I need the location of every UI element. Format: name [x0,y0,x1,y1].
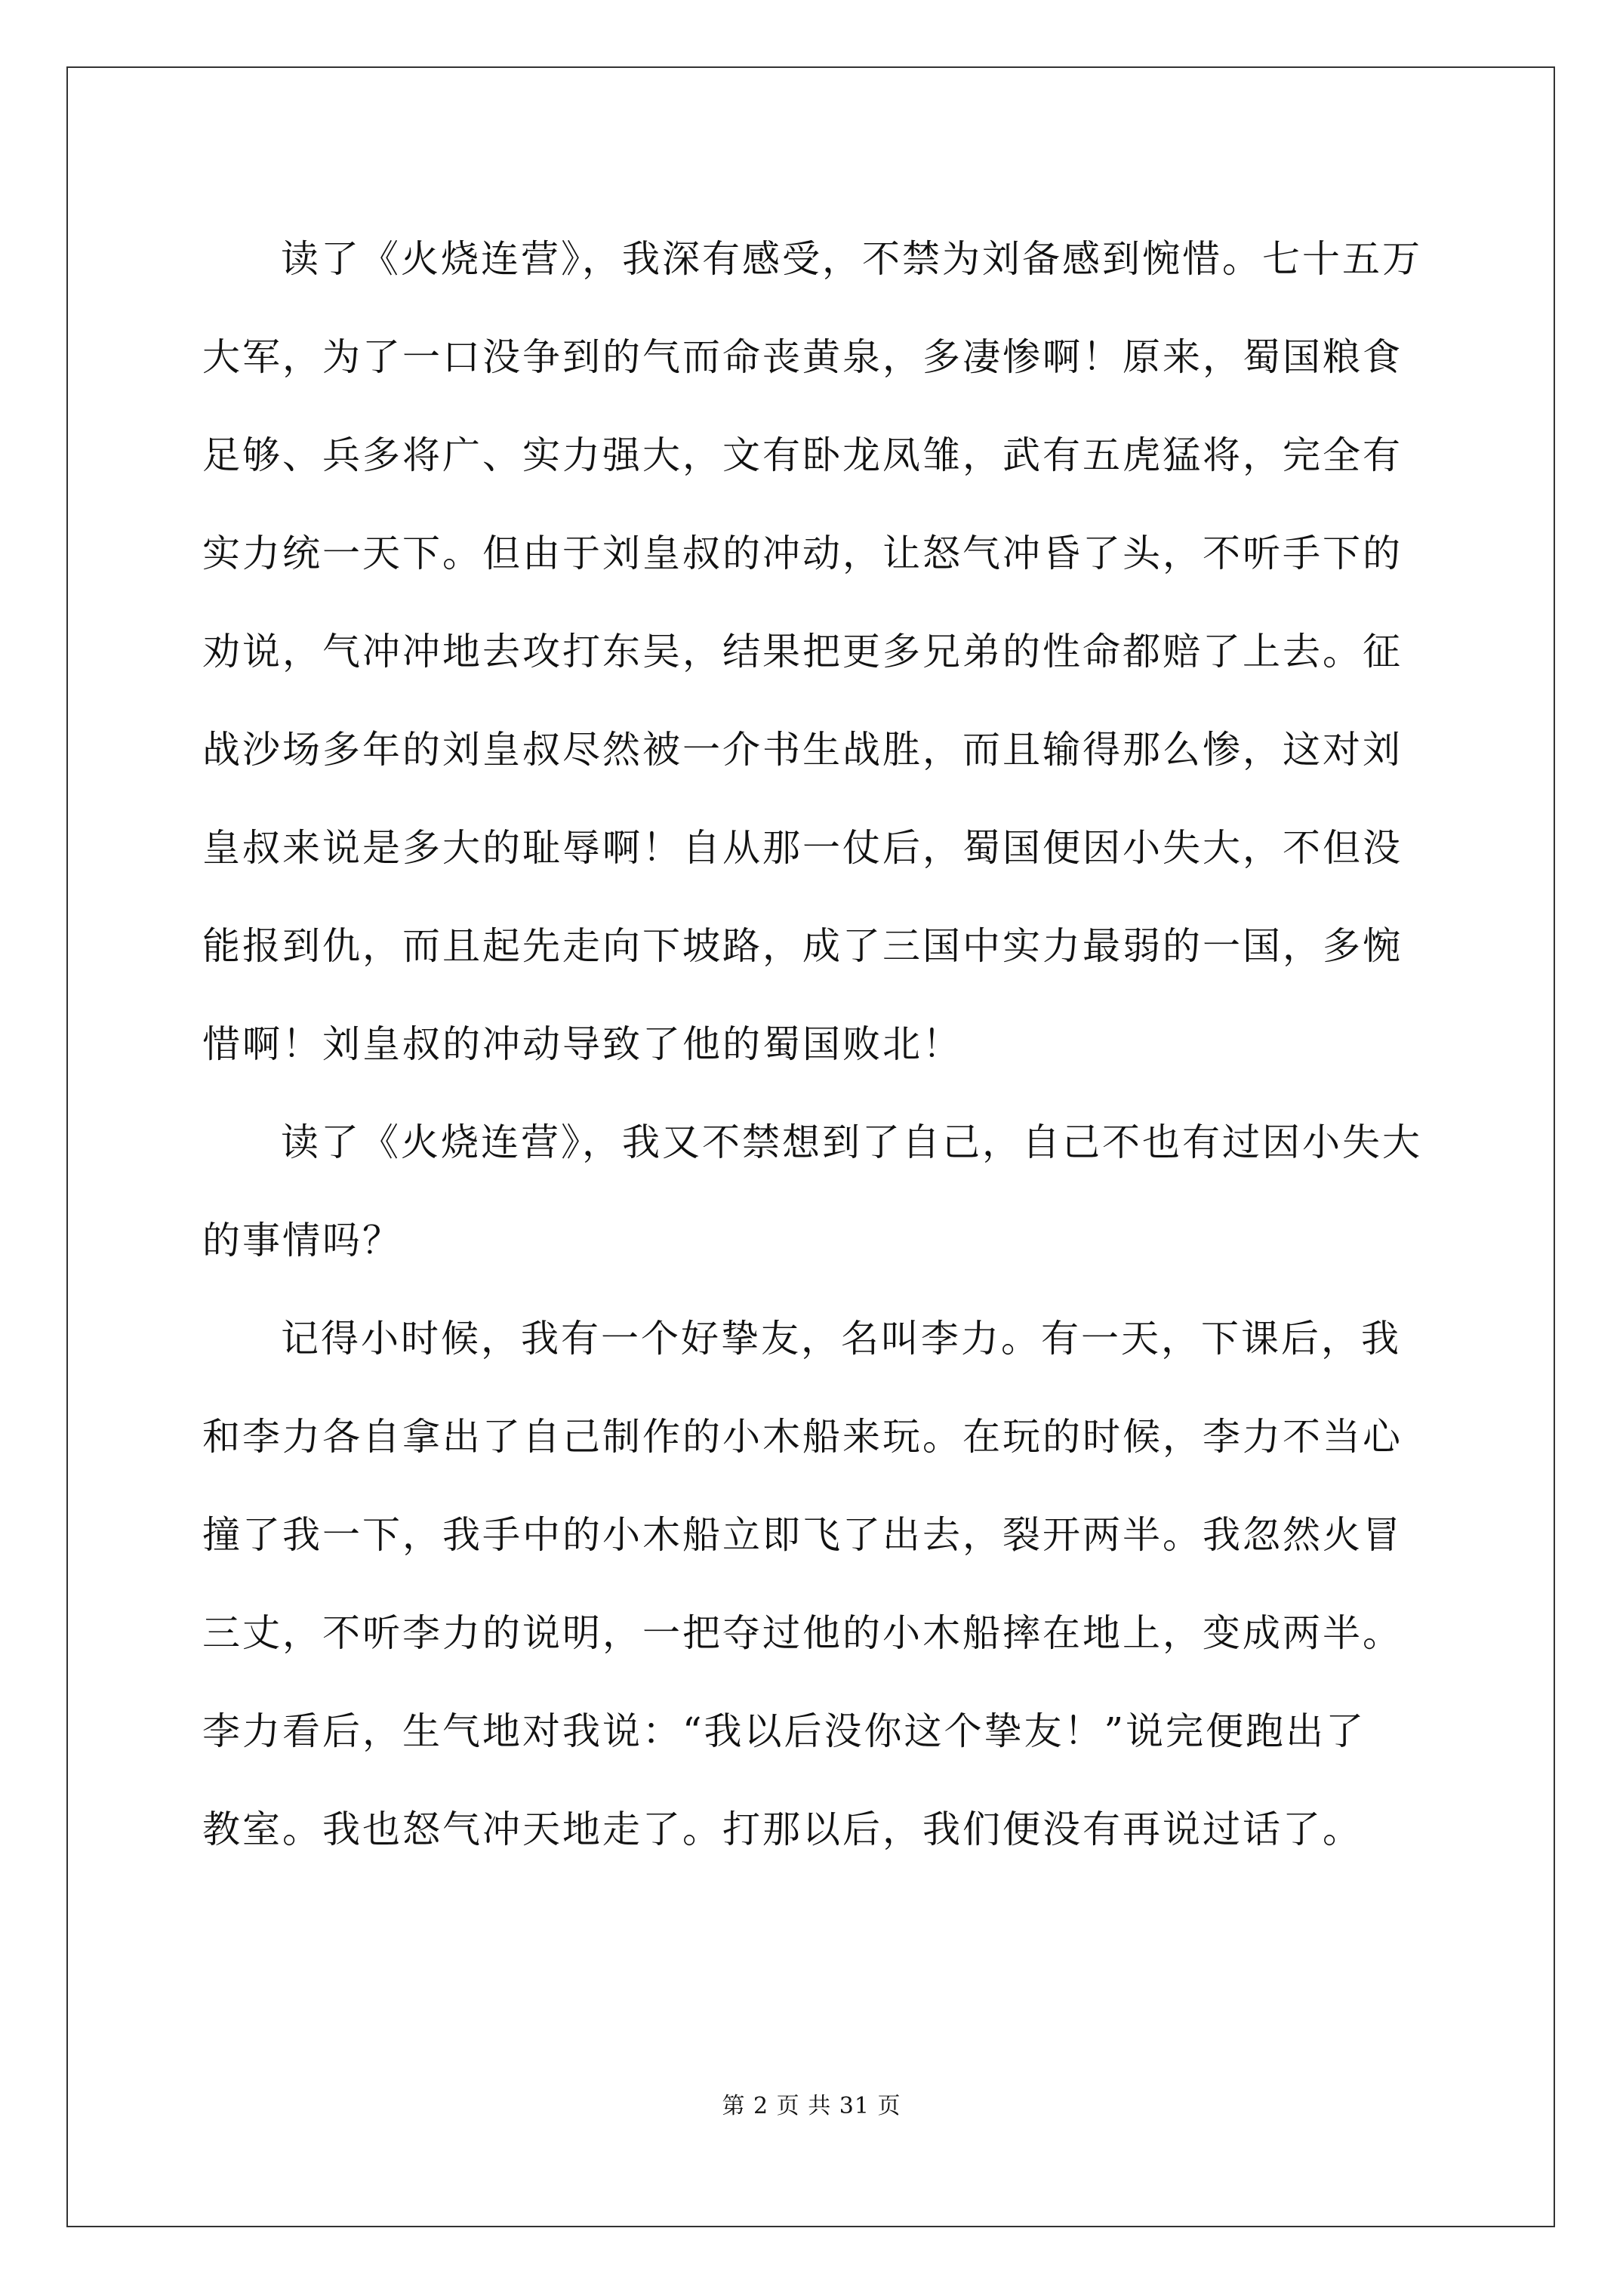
paragraph-3-line-6: 教室。我也怒气冲天地走了。打那以后，我们便没有再说过话了。 [202,1808,1363,1851]
paragraph-3-line-4: 三丈，不听李力的说明，一把夺过他的小木船摔在地上，变成两半。 [202,1611,1403,1655]
paragraph-1-line-4: 实力统一天下。但由于刘皇叔的冲动，让怒气冲昏了头，不听手下的 [202,532,1403,575]
paragraph-3-line-2: 和李力各自拿出了自己制作的小木船来玩。在玩的时候，李力不当心 [202,1415,1403,1459]
paragraph-1-line-7: 皇叔来说是多大的耻辱啊！自从那一仗后，蜀国便因小失大，不但没 [202,826,1403,870]
paragraph-2-line-1: 读了《火烧连营》，我又不禁想到了自己，自己不也有过因小失大 [281,1120,1422,1164]
paragraph-1-line-9: 惜啊！刘皇叔的冲动导致了他的蜀国败北！ [202,1022,962,1066]
paragraph-1-line-6: 战沙场多年的刘皇叔尽然被一介书生战胜，而且输得那么惨，这对刘 [202,728,1403,772]
paragraph-1-line-3: 足够、兵多将广、实力强大，文有卧龙凤雏，武有五虎猛将，完全有 [202,433,1403,477]
paragraph-3-line-3: 撞了我一下，我手中的小木船立即飞了出去，裂开两半。我忽然火冒 [202,1513,1403,1557]
paragraph-1-line-5: 劝说，气冲冲地去攻打东吴，结果把更多兄弟的性命都赔了上去。征 [202,630,1403,673]
paragraph-3-line-1: 记得小时候，我有一个好挚友，名叫李力。有一天，下课后，我 [281,1317,1401,1361]
paragraph-2-line-2: 的事情吗？ [202,1219,402,1262]
paragraph-1-line-1: 读了《火烧连营》，我深有感受，不禁为刘备感到惋惜。七十五万 [281,237,1422,281]
document-body [202,210,1440,1878]
paragraph-1-line-2: 大军，为了一口没争到的气而命丧黄泉，多凄惨啊！原来，蜀国粮食 [202,335,1403,379]
paragraph-3-line-5: 李力看后，生气地对我说：“我以后没你这个挚友！”说完便跑出了 [202,1709,1366,1753]
page-number-footer: 第 2 页 共 31 页 [722,2093,901,2119]
paragraph-1-line-8: 能报到仇，而且起先走向下坡路，成了三国中实力最弱的一国，多惋 [202,924,1403,968]
